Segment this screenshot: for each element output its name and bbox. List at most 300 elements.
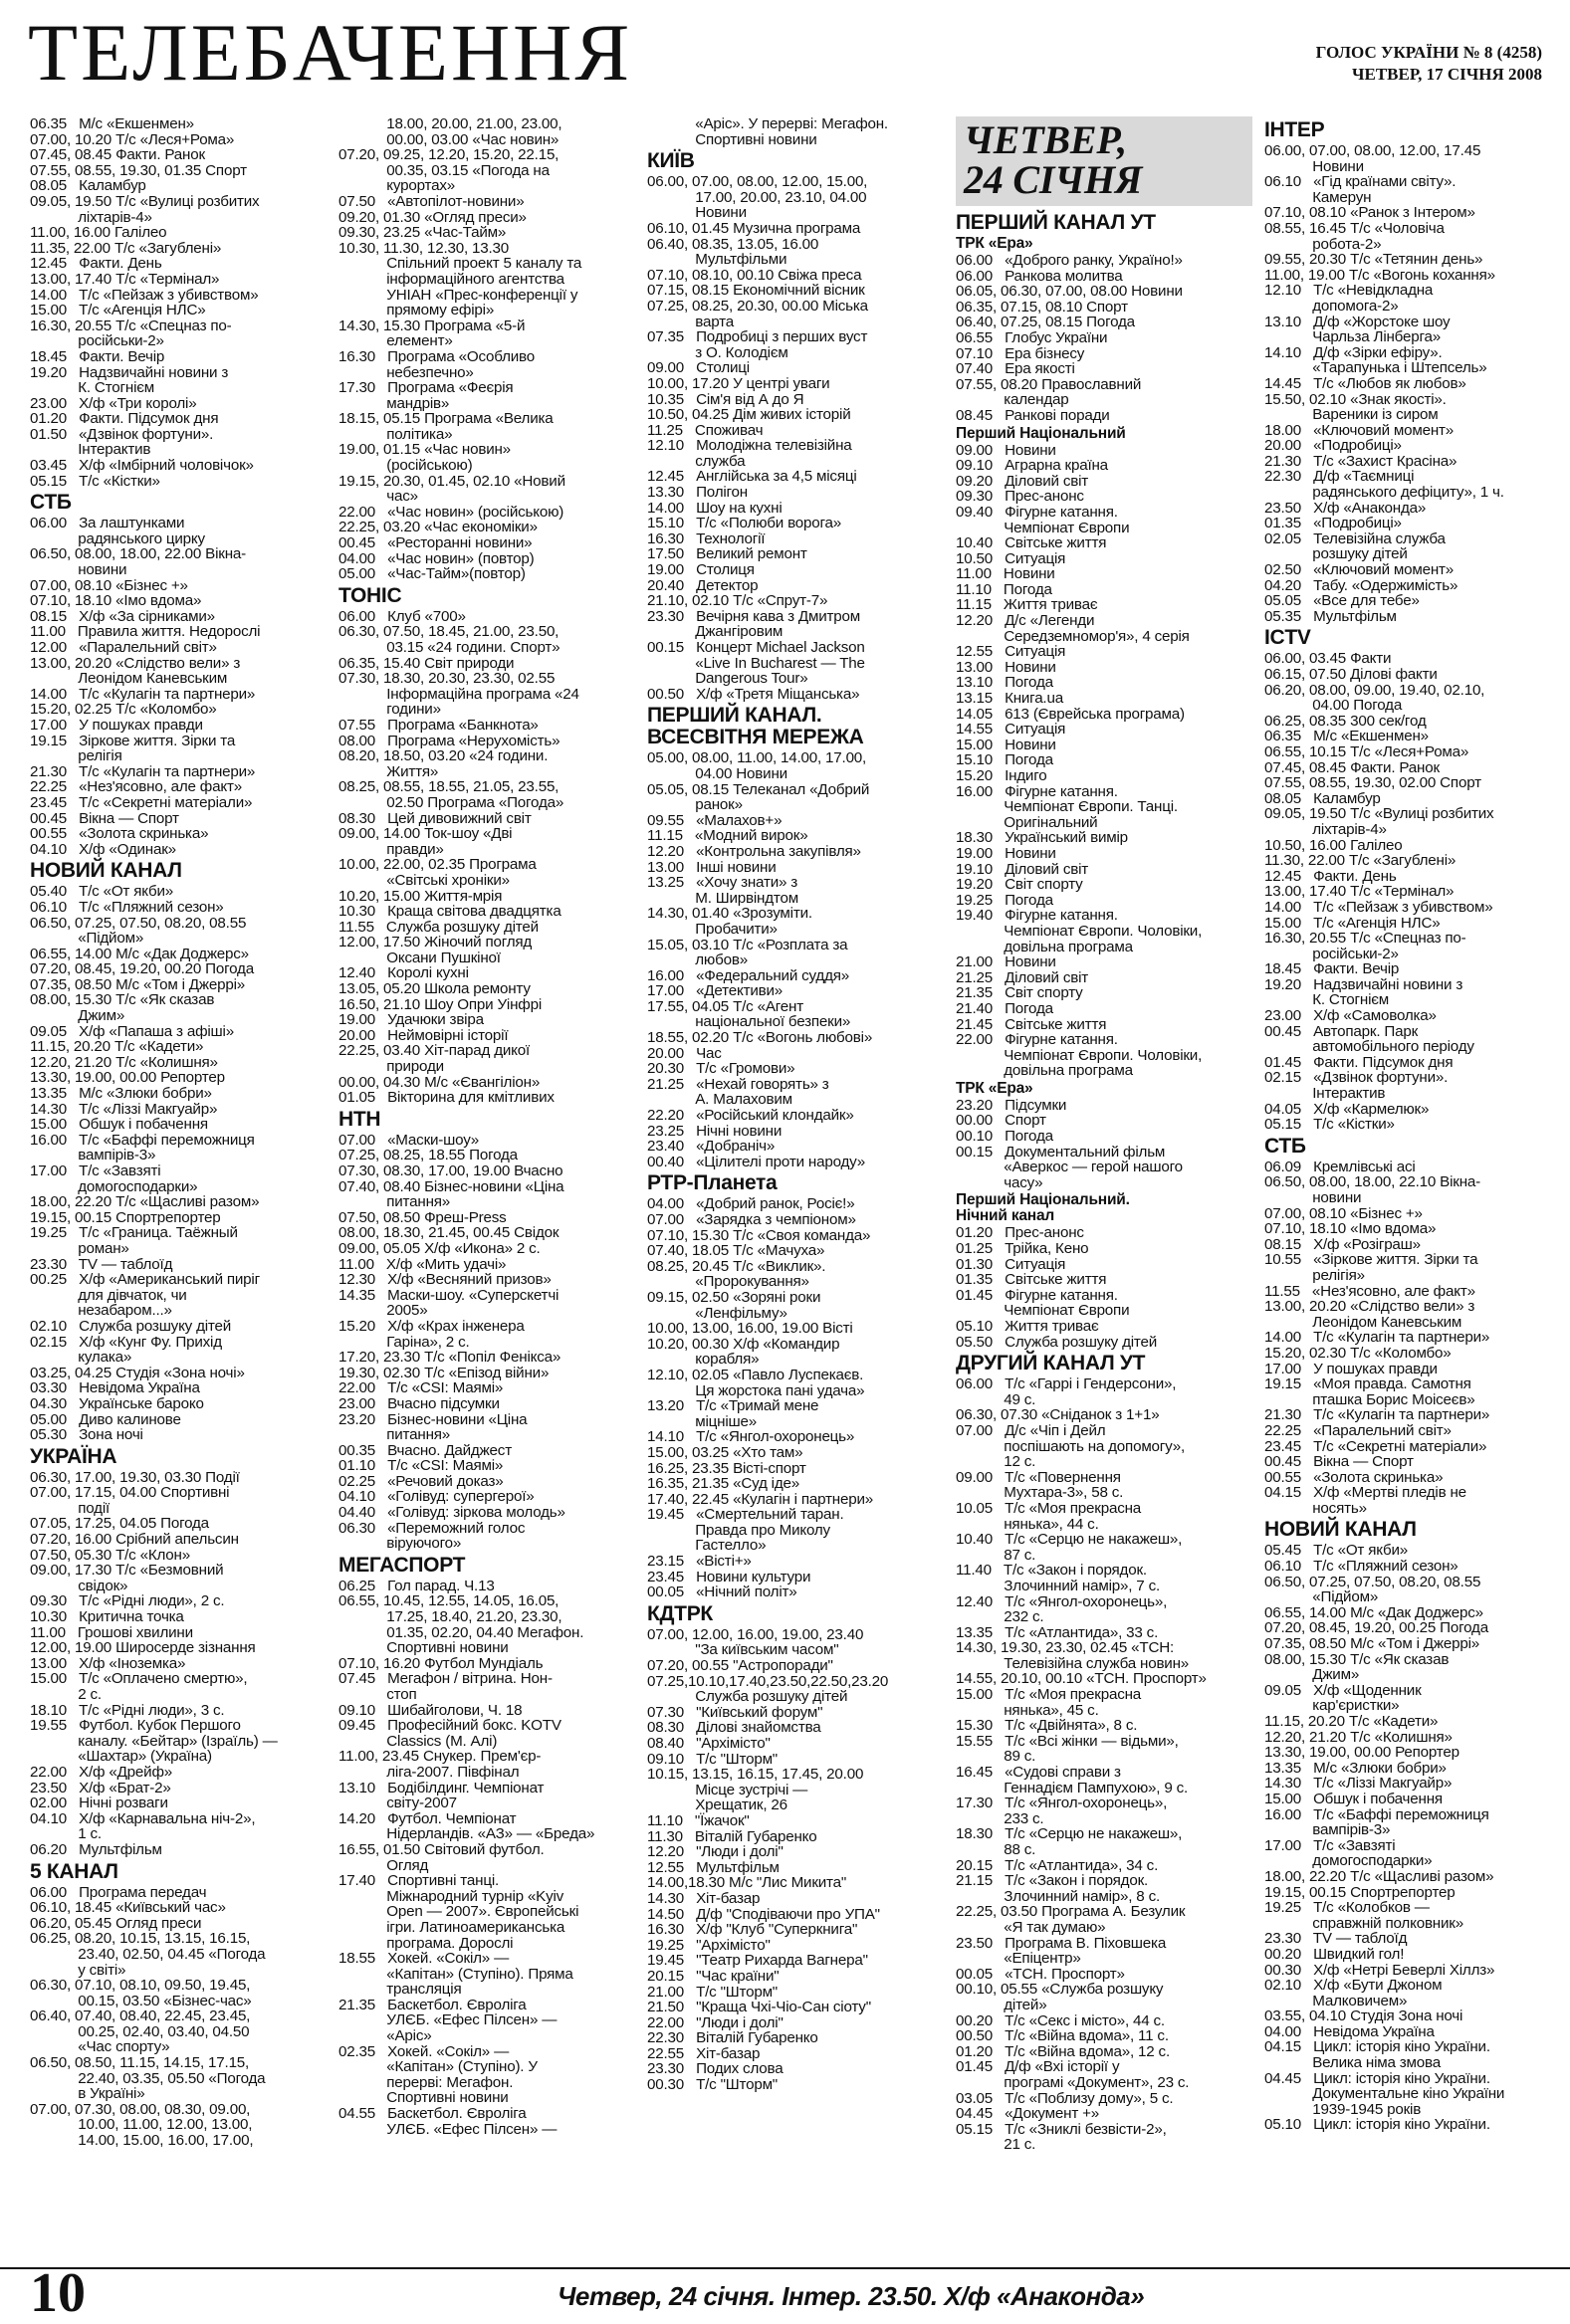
program-entry: 22.40, 03.35, 05.50 «Погода bbox=[30, 2069, 266, 2087]
paper-name: ГОЛОС УКРАЇНИ № 8 (4258) bbox=[1315, 43, 1542, 62]
program-entry: перерві: Мегафон. bbox=[338, 2073, 514, 2091]
program-entry: 19.55 Футбол. Кубок Першого bbox=[30, 1717, 241, 1735]
channel-block bbox=[30, 1861, 327, 2149]
program-entry: «Капітан» (Ступіно). У bbox=[338, 2058, 538, 2076]
program-entry: 23.50 Програма В. Піховшека bbox=[956, 1934, 1167, 1952]
program-entry: служба bbox=[647, 452, 746, 470]
program-entry: 08.45 Ранкові поради bbox=[956, 406, 1110, 424]
program-entry: 17.00 «Детективи» bbox=[647, 982, 784, 1000]
program-entry: «Live In Bucharest — The bbox=[647, 654, 865, 672]
program-entry: 12.00, 19.00 Широсерде зізнання bbox=[30, 1639, 256, 1657]
program-entry: 04.00 «Час новин» (повтор) bbox=[338, 549, 535, 567]
program-entry: питання» bbox=[338, 1193, 451, 1211]
program-entry: 06.00 Клуб «700» bbox=[338, 607, 466, 625]
program-entry: події bbox=[30, 1499, 111, 1517]
program-entry: 22.55 Хіт-базар bbox=[647, 2044, 761, 2062]
program-entry: роман» bbox=[30, 1239, 129, 1257]
program-entry: 00.35 Вчасно. Дайджест bbox=[338, 1441, 512, 1459]
program-entry: релігія bbox=[30, 747, 122, 765]
program-entry: календар bbox=[956, 391, 1069, 409]
program-entry: 14.00,18.30 М/с "Лис Микита" bbox=[647, 1874, 847, 1892]
program-entry: 14.55, 20.10, 00.10 «ТСН. Проспорт» bbox=[956, 1670, 1207, 1688]
program-entry: Ця жорстока пані удача» bbox=[647, 1381, 865, 1399]
program-entry: Хрещатик, 26 bbox=[647, 1796, 787, 1814]
program-entry: 07.25, 08.25, 18.55 Погода bbox=[338, 1147, 518, 1164]
program-entry: Велика німа змова bbox=[1264, 2054, 1441, 2072]
program-entry: 15.00 Обшук і побачення bbox=[30, 1116, 208, 1134]
program-entry: 10.05 Т/с «Моя прекрасна bbox=[956, 1499, 1142, 1517]
program-entry: 00.35, 03.15 «Погода на bbox=[338, 161, 550, 179]
program-entry: російськи-2» bbox=[1264, 945, 1399, 962]
channel-name: НОВИЙ КАНАЛ bbox=[1264, 1518, 1417, 1542]
program-entry: 07.00, 08.10 «Бізнес +» bbox=[30, 576, 188, 594]
program-entry: 08.00 Програма «Нерухомість» bbox=[338, 732, 561, 749]
program-entry: 15.00 Обшук і побачення bbox=[1264, 1790, 1443, 1807]
program-entry: 23.00 Х/ф «Три королі» bbox=[30, 394, 197, 412]
program-entry: 22.30 Д/ф «Таємниці bbox=[1264, 468, 1415, 486]
program-entry: А. Малаховим bbox=[647, 1091, 792, 1109]
program-entry: 11.00 Грошові хвилини bbox=[30, 1623, 193, 1641]
tv-listings bbox=[30, 116, 1543, 2261]
program-entry: 07.00, 17.15, 04.00 Спортивні bbox=[30, 1484, 230, 1502]
program-entry: 15.05, 03.10 Т/с «Розплата за bbox=[647, 936, 848, 953]
program-entry: 11.30, 22.00 Т/с «Загублені» bbox=[1264, 852, 1457, 870]
program-entry: Леонідом Каневським bbox=[30, 670, 228, 688]
program-entry: 12.10, 02.05 «Павло Луспекаєв. bbox=[647, 1366, 864, 1383]
program-entry: 06.09 Кремлівські асі bbox=[1264, 1158, 1416, 1175]
program-entry: 13.35 Т/с «Атлантида», 33 с. bbox=[956, 1623, 1159, 1641]
program-entry: 08.15 Х/ф «Розіграш» bbox=[1264, 1235, 1421, 1253]
channel-name: СТБ bbox=[1264, 1134, 1306, 1158]
program-entry: 13.30, 19.00, 00.00 Репортер bbox=[1264, 1744, 1459, 1762]
program-entry: 13.10 Бодібілдинг. Чемпіонат bbox=[338, 1779, 545, 1796]
listing-column-4 bbox=[956, 116, 1252, 2261]
program-entry: пташка Борис Моісеєв» bbox=[1264, 1390, 1475, 1408]
program-entry: 13.15 Книга.ua bbox=[956, 690, 1063, 708]
program-entry: 07.50 «Автопілот-новини» bbox=[338, 192, 525, 210]
program-entry: каналу. «Бейтар» (Ізраїль) — bbox=[30, 1732, 278, 1750]
program-entry: 14.00 Т/с «Кулагін та партнери» bbox=[1264, 1329, 1490, 1347]
program-entry: 1 с. bbox=[30, 1825, 102, 1843]
program-entry: 16.30 Технології bbox=[647, 529, 766, 547]
program-entry: 08.55, 16.45 Т/с «Чоловіча bbox=[1264, 219, 1445, 237]
program-entry: 20.00 Неймовірні історії bbox=[338, 1026, 509, 1044]
program-entry: 15.20, 02.30 Т/с «Коломбо» bbox=[1264, 1344, 1452, 1362]
program-entry: 06.30, 07.30 «Сніданок з 1+1» bbox=[956, 1406, 1160, 1424]
program-entry: 11.15, 20.20 Т/с «Кадети» bbox=[1264, 1713, 1439, 1730]
program-entry: «Ленфільму» bbox=[647, 1304, 787, 1322]
program-entry: Чемпіонат Європи bbox=[956, 519, 1130, 536]
program-entry: 21.40 Погода bbox=[956, 999, 1053, 1017]
program-entry: 23.40 «Добраніч» bbox=[647, 1138, 776, 1156]
listing-column-2 bbox=[338, 116, 635, 2261]
program-entry: «Аріс». У перерві: Мегафон. bbox=[647, 116, 888, 132]
program-entry: 06.35, 07.15, 08.10 Спорт bbox=[956, 298, 1128, 316]
program-entry: 13.35 М/с «Злюки бобри» bbox=[1264, 1759, 1447, 1777]
program-entry: 21 с. bbox=[956, 2136, 1036, 2154]
program-entry: Джим» bbox=[1264, 1666, 1360, 1684]
program-entry: Геннадієм Пампухою», 9 с. bbox=[956, 1779, 1189, 1796]
program-entry: 12.55 Мультфільм bbox=[647, 1858, 780, 1876]
channel-block bbox=[647, 150, 944, 702]
program-entry: Нідерландів. «АЗ» — «Бреда» bbox=[338, 1825, 595, 1843]
channel-block bbox=[338, 116, 635, 582]
program-entry: 05.05, 08.15 Телеканал «Добрий bbox=[647, 780, 870, 798]
program-entry: 07.55, 08.20 Православний bbox=[956, 375, 1142, 393]
program-entry: 00.15 Концерт Michael Jackson bbox=[647, 639, 865, 656]
program-entry: небезпечно» bbox=[338, 363, 474, 381]
program-entry: 04.30 Українське бароко bbox=[30, 1394, 204, 1412]
program-entry: 18.30 Т/с «Серцю не накажеш», bbox=[956, 1825, 1183, 1843]
program-entry: 13.00 Новини bbox=[956, 658, 1056, 676]
program-entry: 23.40, 02.50, 04.45 «Погода bbox=[30, 1945, 266, 1963]
program-entry: 15.00 Новини bbox=[956, 736, 1056, 753]
program-entry: 06.25 Гол парад. Ч.13 bbox=[338, 1577, 495, 1594]
program-entry: світу-2007 bbox=[338, 1795, 457, 1812]
program-entry: кар'єристки» bbox=[1264, 1697, 1400, 1715]
program-entry: Спортивні новини bbox=[647, 130, 817, 148]
program-entry: 14.20 Футбол. Чемпіонат bbox=[338, 1809, 517, 1827]
program-entry: Оригінальний bbox=[956, 813, 1098, 831]
program-entry: 22.00 Фігурне катання. bbox=[956, 1031, 1118, 1049]
program-entry: ліхтарів-4» bbox=[30, 208, 152, 226]
program-entry: 07.10, 18.10 «Імо вдома» bbox=[1264, 1220, 1437, 1238]
program-entry: 07.10, 15.30 Т/с «Своя команда» bbox=[647, 1226, 871, 1244]
program-entry: 12.30 Х/ф «Весняний призов» bbox=[338, 1271, 552, 1289]
program-entry: 08.40 "Архімісто" bbox=[647, 1735, 771, 1752]
program-entry: 10.55 «Зіркове життя. Зірки та bbox=[1264, 1251, 1478, 1269]
program-entry: програмі «Документ», 23 с. bbox=[956, 2073, 1190, 2091]
program-entry: 22.00 Х/ф «Дрейф» bbox=[30, 1763, 172, 1781]
footer-highlight: Четвер, 24 січня. Інтер. 23.50. Х/ф «Анаконда» bbox=[558, 2281, 1145, 2311]
program-entry: 23.30 TV — таблоїд bbox=[30, 1255, 173, 1273]
program-entry: 06.10, 18.45 «Київський час» bbox=[30, 1899, 226, 1917]
program-entry: 23.45 Новини культури bbox=[647, 1568, 811, 1585]
channel-block bbox=[338, 585, 635, 1106]
program-entry: 09.00 Новини bbox=[956, 441, 1056, 459]
program-entry: 15.20 Індиго bbox=[956, 767, 1047, 784]
program-entry: 19.10 Діловий світ bbox=[956, 860, 1089, 878]
program-entry: 01.05 Вікторина для кмітливих bbox=[338, 1089, 555, 1107]
program-entry: 00.45 Автопарк. Парк bbox=[1264, 1022, 1419, 1040]
program-entry: К. Стогнієм bbox=[30, 379, 155, 397]
program-entry: 09.10 Аграрна країна bbox=[956, 457, 1108, 475]
channel-block bbox=[1264, 1519, 1543, 2133]
program-entry: Спортивні новини bbox=[338, 1639, 509, 1657]
program-entry: «Світські хроніки» bbox=[338, 871, 510, 889]
program-entry: 04.00 Погода bbox=[1264, 697, 1403, 715]
program-entry: 03.30 Невідома Україна bbox=[30, 1379, 200, 1397]
program-entry: Dangerous Tour» bbox=[647, 670, 808, 688]
program-entry: ліга-2007. Півфінал bbox=[338, 1763, 520, 1781]
program-entry: 00.10, 05.55 «Служба розшуку bbox=[956, 1981, 1164, 1999]
program-entry: 06.30, 07.10, 08.10, 09.50, 19.45, bbox=[30, 1977, 251, 1995]
program-entry: 10.30, 11.30, 12.30, 13.30 bbox=[338, 239, 510, 257]
program-entry: 12.10 Молодіжна телевізійна bbox=[647, 437, 852, 455]
program-entry: «Я так думаю» bbox=[956, 1918, 1106, 1936]
program-entry: 15.10 Погода bbox=[956, 751, 1053, 769]
program-entry: 22.00 "Люди і долі" bbox=[647, 2013, 784, 2031]
program-entry: 13.00, 20.20 «Слідство вели» з bbox=[30, 654, 241, 672]
program-entry: 18.55, 02.20 Т/с «Вогонь любові» bbox=[647, 1029, 873, 1047]
program-entry: 19.45 «Смертельний таран. bbox=[647, 1506, 844, 1524]
program-entry: 18.00, 22.20 Т/с «Щасливі разом» bbox=[1264, 1867, 1494, 1885]
program-entry: 21.25 Діловий світ bbox=[956, 968, 1089, 986]
program-entry: Огляд bbox=[338, 1856, 429, 1874]
program-entry: 09.05 Х/ф «Щоденник bbox=[1264, 1681, 1422, 1699]
program-entry: 09.55 «Малахов+» bbox=[647, 811, 783, 829]
program-entry: 00.45 «Ресторанні новини» bbox=[338, 534, 533, 552]
program-entry: 06.20 Мультфільм bbox=[30, 1840, 162, 1858]
program-entry: 21.35 Світ спорту bbox=[956, 984, 1083, 1002]
program-entry: 09.20 Діловий світ bbox=[956, 472, 1089, 490]
program-entry: 12.45 Факти. День bbox=[30, 255, 162, 273]
program-entry: 19.45 "Театр Рихарда Вагнера" bbox=[647, 1952, 868, 1970]
program-entry: 01.20 Т/с «Війна вдома», 12 с. bbox=[956, 2042, 1170, 2060]
program-entry: 10.50, 16.00 Галілео bbox=[1264, 836, 1403, 854]
program-entry: 01.45 Д/ф «Вхі історії у bbox=[956, 2058, 1120, 2076]
program-entry: 01.50 «Дзвінок фортуни». bbox=[30, 425, 214, 443]
program-entry: 06.10 Т/с «Пляжний сезон» bbox=[30, 898, 224, 916]
program-entry: 01.10 Т/с «CSI: Маямі» bbox=[338, 1457, 504, 1475]
program-entry: національної безпеки» bbox=[647, 1013, 851, 1031]
program-entry: 14.30, 01.40 «Зрозуміти. bbox=[647, 905, 812, 923]
program-entry: довільна програма bbox=[956, 938, 1133, 955]
broadcaster-name: ТРК «Ера» bbox=[956, 235, 1033, 252]
program-entry: 23.20 Підсумки bbox=[956, 1096, 1067, 1114]
program-entry: 01.35 Світське життя bbox=[956, 1271, 1107, 1289]
program-entry: 22.00 «Час новин» (російською) bbox=[338, 503, 564, 521]
program-entry: 07.00, 07.30, 08.00, 08.30, 09.00, bbox=[30, 2100, 251, 2118]
program-entry: 10.00, 13.00, 16.00, 19.00 Вісті bbox=[647, 1320, 853, 1338]
program-entry: 06.40, 07.40, 08.40, 22.45, 23.45, bbox=[30, 2007, 251, 2025]
program-entry: 06.00, 03.45 Факти bbox=[1264, 650, 1392, 668]
program-entry: часу» bbox=[956, 1173, 1043, 1191]
program-entry: 08.20, 18.50, 03.20 «24 години. bbox=[338, 747, 549, 765]
program-entry: 09.45 Професійний бокс. KOTV bbox=[338, 1717, 561, 1735]
program-entry: носять» bbox=[1264, 1499, 1367, 1517]
program-entry: 15.55 Т/с «Всі жінки — відьми», bbox=[956, 1732, 1179, 1750]
channel-block bbox=[30, 116, 327, 489]
program-entry: Спортивні новини bbox=[338, 2089, 509, 2107]
program-entry: 15.10 Т/с «Полюби ворога» bbox=[647, 515, 842, 532]
program-entry: 20.40 Детектор bbox=[647, 576, 759, 594]
program-entry: 05.15 Т/с «Кістки» bbox=[1264, 1116, 1395, 1134]
program-entry: «Час спорту» bbox=[30, 2038, 170, 2056]
program-entry: 02.05 Телевізійна служба bbox=[1264, 529, 1446, 547]
program-entry: Новини bbox=[647, 204, 747, 222]
program-entry: 15.00 Т/с «Агенція НЛС» bbox=[30, 302, 206, 319]
program-entry: 00.25, 02.40, 03.40, 04.50 bbox=[30, 2022, 250, 2040]
program-entry: варта bbox=[647, 313, 734, 330]
program-entry: 09.05, 19.50 Т/с «Вулиці розбитих bbox=[1264, 805, 1494, 823]
program-entry: інформаційного агентства bbox=[338, 270, 564, 288]
program-entry: 03.05 Т/с «Поблизу дому», 5 с. bbox=[956, 2089, 1174, 2107]
channel-block bbox=[338, 1555, 635, 2137]
program-entry: 06.55, 10.45, 12.55, 14.05, 16.05, bbox=[338, 1592, 560, 1610]
program-entry: 08.30 Ділові знайомства bbox=[647, 1719, 821, 1737]
program-entry: 05.40 Т/с «От якби» bbox=[30, 883, 174, 901]
program-entry: Леонідом Каневським bbox=[1264, 1313, 1462, 1331]
channel-name: ПЕРШИЙ КАНАЛ. ВСЕСВІТНЯ МЕРЕЖА bbox=[647, 704, 864, 749]
program-entry: Інтерактив bbox=[1264, 1085, 1386, 1103]
program-entry: програма. Дорослі bbox=[338, 1934, 514, 1952]
program-entry: Чемпіонат Європи. Чоловіки, bbox=[956, 922, 1203, 940]
program-entry: 23.25 Нічні новини bbox=[647, 1122, 783, 1140]
program-entry: 07.35 Подробиці з перших вуст bbox=[647, 328, 868, 346]
program-entry: 06.40, 07.25, 08.15 Погода bbox=[956, 314, 1135, 331]
program-entry: 06.25, 08.20, 10.15, 13.15, 16.15, bbox=[30, 1930, 251, 1948]
program-entry: 06.40, 08.35, 13.05, 16.00 bbox=[647, 235, 819, 253]
program-entry: 12.20 Д/с «Легенди bbox=[956, 612, 1095, 630]
program-entry: 10.50 Ситуація bbox=[956, 549, 1066, 567]
program-entry: стоп bbox=[338, 1686, 417, 1703]
program-entry: 21.30 Т/с «Захист Красіна» bbox=[1264, 452, 1458, 470]
program-entry: 02.50 «Ключовий момент» bbox=[1264, 561, 1455, 579]
program-entry: з О. Колодієм bbox=[647, 343, 788, 361]
program-entry: мандрів» bbox=[338, 394, 450, 412]
program-entry: 07.45, 08.45 Факти. Ранок bbox=[1264, 758, 1440, 776]
channel-block bbox=[956, 1192, 1252, 1350]
program-entry: 05.05 «Все для тебе» bbox=[1264, 592, 1420, 610]
program-entry: 18.10 Т/с «Рідні люди», 3 с. bbox=[30, 1701, 225, 1719]
program-entry: УЛЄБ. «Ефес Пілсен» — bbox=[338, 2011, 558, 2029]
program-entry: 06.35, 15.40 Світ природи bbox=[338, 654, 515, 672]
program-entry: 07.20, 08.45, 19.20, 00.20 Погода bbox=[30, 960, 254, 978]
program-entry: Гаріна», 2 с. bbox=[338, 1333, 470, 1351]
program-entry: 19.20 Надзвичайні новини з bbox=[30, 363, 229, 381]
program-entry: 05.45 Т/с «От якби» bbox=[1264, 1542, 1409, 1560]
program-entry: 11.15 Життя триває bbox=[956, 596, 1098, 614]
program-entry: 10.00, 17.20 У центрі уваги bbox=[647, 374, 830, 392]
program-entry: 11.55 «Нез'ясовно, але факт» bbox=[1264, 1282, 1475, 1300]
program-entry: 11.15 «Модний вирок» bbox=[647, 827, 808, 845]
program-entry: 14.30 Т/с «Ліззі Макгуайр» bbox=[30, 1100, 218, 1118]
program-entry: 16.30 Х/ф "Клуб "Суперкнига" bbox=[647, 1921, 858, 1939]
program-entry: 20.30 Т/с «Громови» bbox=[647, 1060, 795, 1078]
channel-name: ДРУГИЙ КАНАЛ УТ bbox=[956, 1352, 1146, 1375]
program-entry: 07.25, 08.25, 20.30, 00.00 Міська bbox=[647, 297, 868, 315]
channel-block bbox=[338, 1109, 635, 1552]
program-entry: 232 с. bbox=[956, 1608, 1044, 1626]
program-entry: 20.15 Т/с «Атлантида», 34 с. bbox=[956, 1856, 1159, 1874]
channel-block bbox=[30, 860, 327, 1442]
channel-name: РТР-Планета bbox=[647, 1171, 778, 1195]
program-entry: 08.00, 18.30, 21.45, 00.45 Свідок bbox=[338, 1224, 560, 1242]
channel-block bbox=[647, 1172, 944, 1599]
program-entry: Чемпіонат Європи. Танці. bbox=[956, 798, 1178, 816]
program-entry: Джангіровим bbox=[647, 623, 784, 641]
program-entry: 03.55, 04.10 Студія Зона ночі bbox=[1264, 2007, 1463, 2025]
program-entry: 19.00 Новини bbox=[956, 844, 1056, 862]
program-entry: допомога-2» bbox=[1264, 297, 1399, 315]
program-entry: 03.25, 04.25 Студія «Зона ночі» bbox=[30, 1364, 245, 1381]
program-entry: 18.30 Український вимір bbox=[956, 829, 1128, 847]
channel-name: КДТРК bbox=[647, 1601, 713, 1625]
program-entry: «Епіцентр» bbox=[956, 1950, 1081, 1968]
program-entry: 21.00 Т/с "Шторм" bbox=[647, 1983, 778, 2001]
channel-block bbox=[1264, 627, 1543, 1132]
program-entry: 05.00 Диво калинове bbox=[30, 1410, 181, 1428]
program-entry: 12.40 Т/с «Янгол-охоронець», bbox=[956, 1592, 1168, 1610]
program-entry: Малковичем» bbox=[1264, 1992, 1408, 2009]
program-entry: 21.35 Баскетбол. Євроліга bbox=[338, 1996, 527, 2013]
program-entry: 11.25 Споживач bbox=[647, 421, 764, 439]
program-entry: 19.00 Столиця bbox=[647, 561, 755, 579]
program-entry: 19.25 "Архімісто" bbox=[647, 1936, 771, 1954]
program-entry: 49 с. bbox=[956, 1390, 1036, 1408]
program-entry: 07.40, 08.40 Бізнес-новини «Ціна bbox=[338, 1177, 564, 1195]
program-entry: 02.35 Хокей. «Сокіл» — bbox=[338, 2042, 510, 2060]
program-entry: 12.00, 17.50 Жіночий погляд bbox=[338, 934, 533, 951]
program-entry: 05.15 Т/с «Кістки» bbox=[30, 472, 160, 490]
program-entry: 09.30 Т/с «Рідні люди», 2 с. bbox=[30, 1592, 225, 1610]
program-entry: 07.20, 16.00 Срібний апельсин bbox=[30, 1531, 239, 1549]
program-entry: 06.35 М/с «Екшенмен» bbox=[30, 116, 194, 132]
channel-name: ICTV bbox=[1264, 626, 1311, 650]
program-entry: 06.30, 17.00, 19.30, 03.30 Події bbox=[30, 1468, 240, 1486]
program-entry: 11.30 Віталій Губаренко bbox=[647, 1827, 817, 1845]
program-entry: 14.00 Шоу на кухні bbox=[647, 499, 783, 517]
program-entry: Оксани Пушкіної bbox=[338, 949, 501, 966]
program-entry: 06.20, 05.45 Огляд преси bbox=[30, 1914, 202, 1932]
program-entry: 14.30 Хіт-базар bbox=[647, 1889, 761, 1907]
program-entry: 06.00 Програма передач bbox=[30, 1883, 207, 1901]
program-entry: 23.20 Бізнес-новини «Ціна bbox=[338, 1410, 528, 1428]
channel-block bbox=[956, 212, 1252, 424]
program-entry: 15.50, 02.10 «Знак якості». bbox=[1264, 390, 1447, 408]
program-entry: 11.00 Х/ф «Мить удачі» bbox=[338, 1255, 507, 1273]
program-entry: домогосподарки» bbox=[1264, 1852, 1433, 1870]
channel-block bbox=[647, 1603, 944, 2093]
program-entry: 12.45 Факти. День bbox=[1264, 867, 1397, 885]
program-entry: 19.15 Зіркове життя. Зірки та bbox=[30, 732, 236, 749]
program-entry: 17.20, 23.30 Т/с «Попіл Фенікса» bbox=[338, 1349, 561, 1367]
program-entry: 01.35 «Подробиці» bbox=[1264, 515, 1402, 532]
program-entry: 1939-1945 років bbox=[1264, 2100, 1422, 2118]
program-entry: 14.10 Т/с «Янгол-охоронець» bbox=[647, 1428, 855, 1446]
program-entry: 07.35, 08.50 М/с «Том і Джеррі» bbox=[30, 975, 245, 993]
program-entry: 06.20, 08.00, 09.00, 19.40, 02.10, bbox=[1264, 681, 1485, 699]
program-entry: 06.55, 14.00 М/с «Дак Доджерс» bbox=[1264, 1603, 1483, 1621]
program-entry: 17.30 Програма «Феєрія bbox=[338, 379, 514, 397]
program-entry: (російською) bbox=[338, 457, 473, 475]
program-entry: поспішають на допомогу», bbox=[956, 1437, 1185, 1455]
footer-rule bbox=[0, 2267, 1570, 2269]
program-entry: любов» bbox=[647, 951, 748, 969]
program-entry: 01.20 Факти. Підсумок дня bbox=[30, 410, 219, 428]
program-entry: нянька», 45 с. bbox=[956, 1701, 1099, 1719]
program-entry: 04.00 Новини bbox=[647, 764, 787, 782]
program-entry: 07.35, 08.50 М/с «Том і Джеррі» bbox=[1264, 1635, 1479, 1653]
program-entry: 10.35 Сім'я від А до Я bbox=[647, 390, 804, 408]
program-entry: 06.10 Т/с «Пляжний сезон» bbox=[1264, 1558, 1458, 1576]
program-entry: Чемпіонат Європи. Чоловіки, bbox=[956, 1046, 1203, 1064]
program-entry: Міжнародний турнір «Kyiv bbox=[338, 1887, 564, 1905]
program-entry: 06.00 Ранкова молитва bbox=[956, 267, 1123, 285]
program-entry: 13.25 «Хочу знати» з bbox=[647, 874, 798, 892]
program-entry: 11.10 Погода bbox=[956, 580, 1052, 598]
program-entry: 06.00 За лаштунками bbox=[30, 515, 185, 532]
program-entry: 00.00, 04.30 М/с «Євангіліон» bbox=[338, 1073, 541, 1091]
program-entry: 16.00 Т/с «Баффі переможниця bbox=[30, 1131, 255, 1149]
program-entry: 17.50 Великий ремонт bbox=[647, 545, 807, 563]
program-entry: 02.10 Х/ф «Бути Джоном bbox=[1264, 1977, 1443, 1995]
program-entry: 10.20, 15.00 Життя-мрія bbox=[338, 887, 503, 905]
program-entry: 07.30, 18.30, 20.30, 23.30, 02.55 bbox=[338, 670, 556, 688]
program-entry: 07.00, 10.20 Т/с «Леся+Рома» bbox=[30, 130, 235, 148]
program-entry: 17.00, 20.00, 23.10, 04.00 bbox=[647, 188, 867, 206]
